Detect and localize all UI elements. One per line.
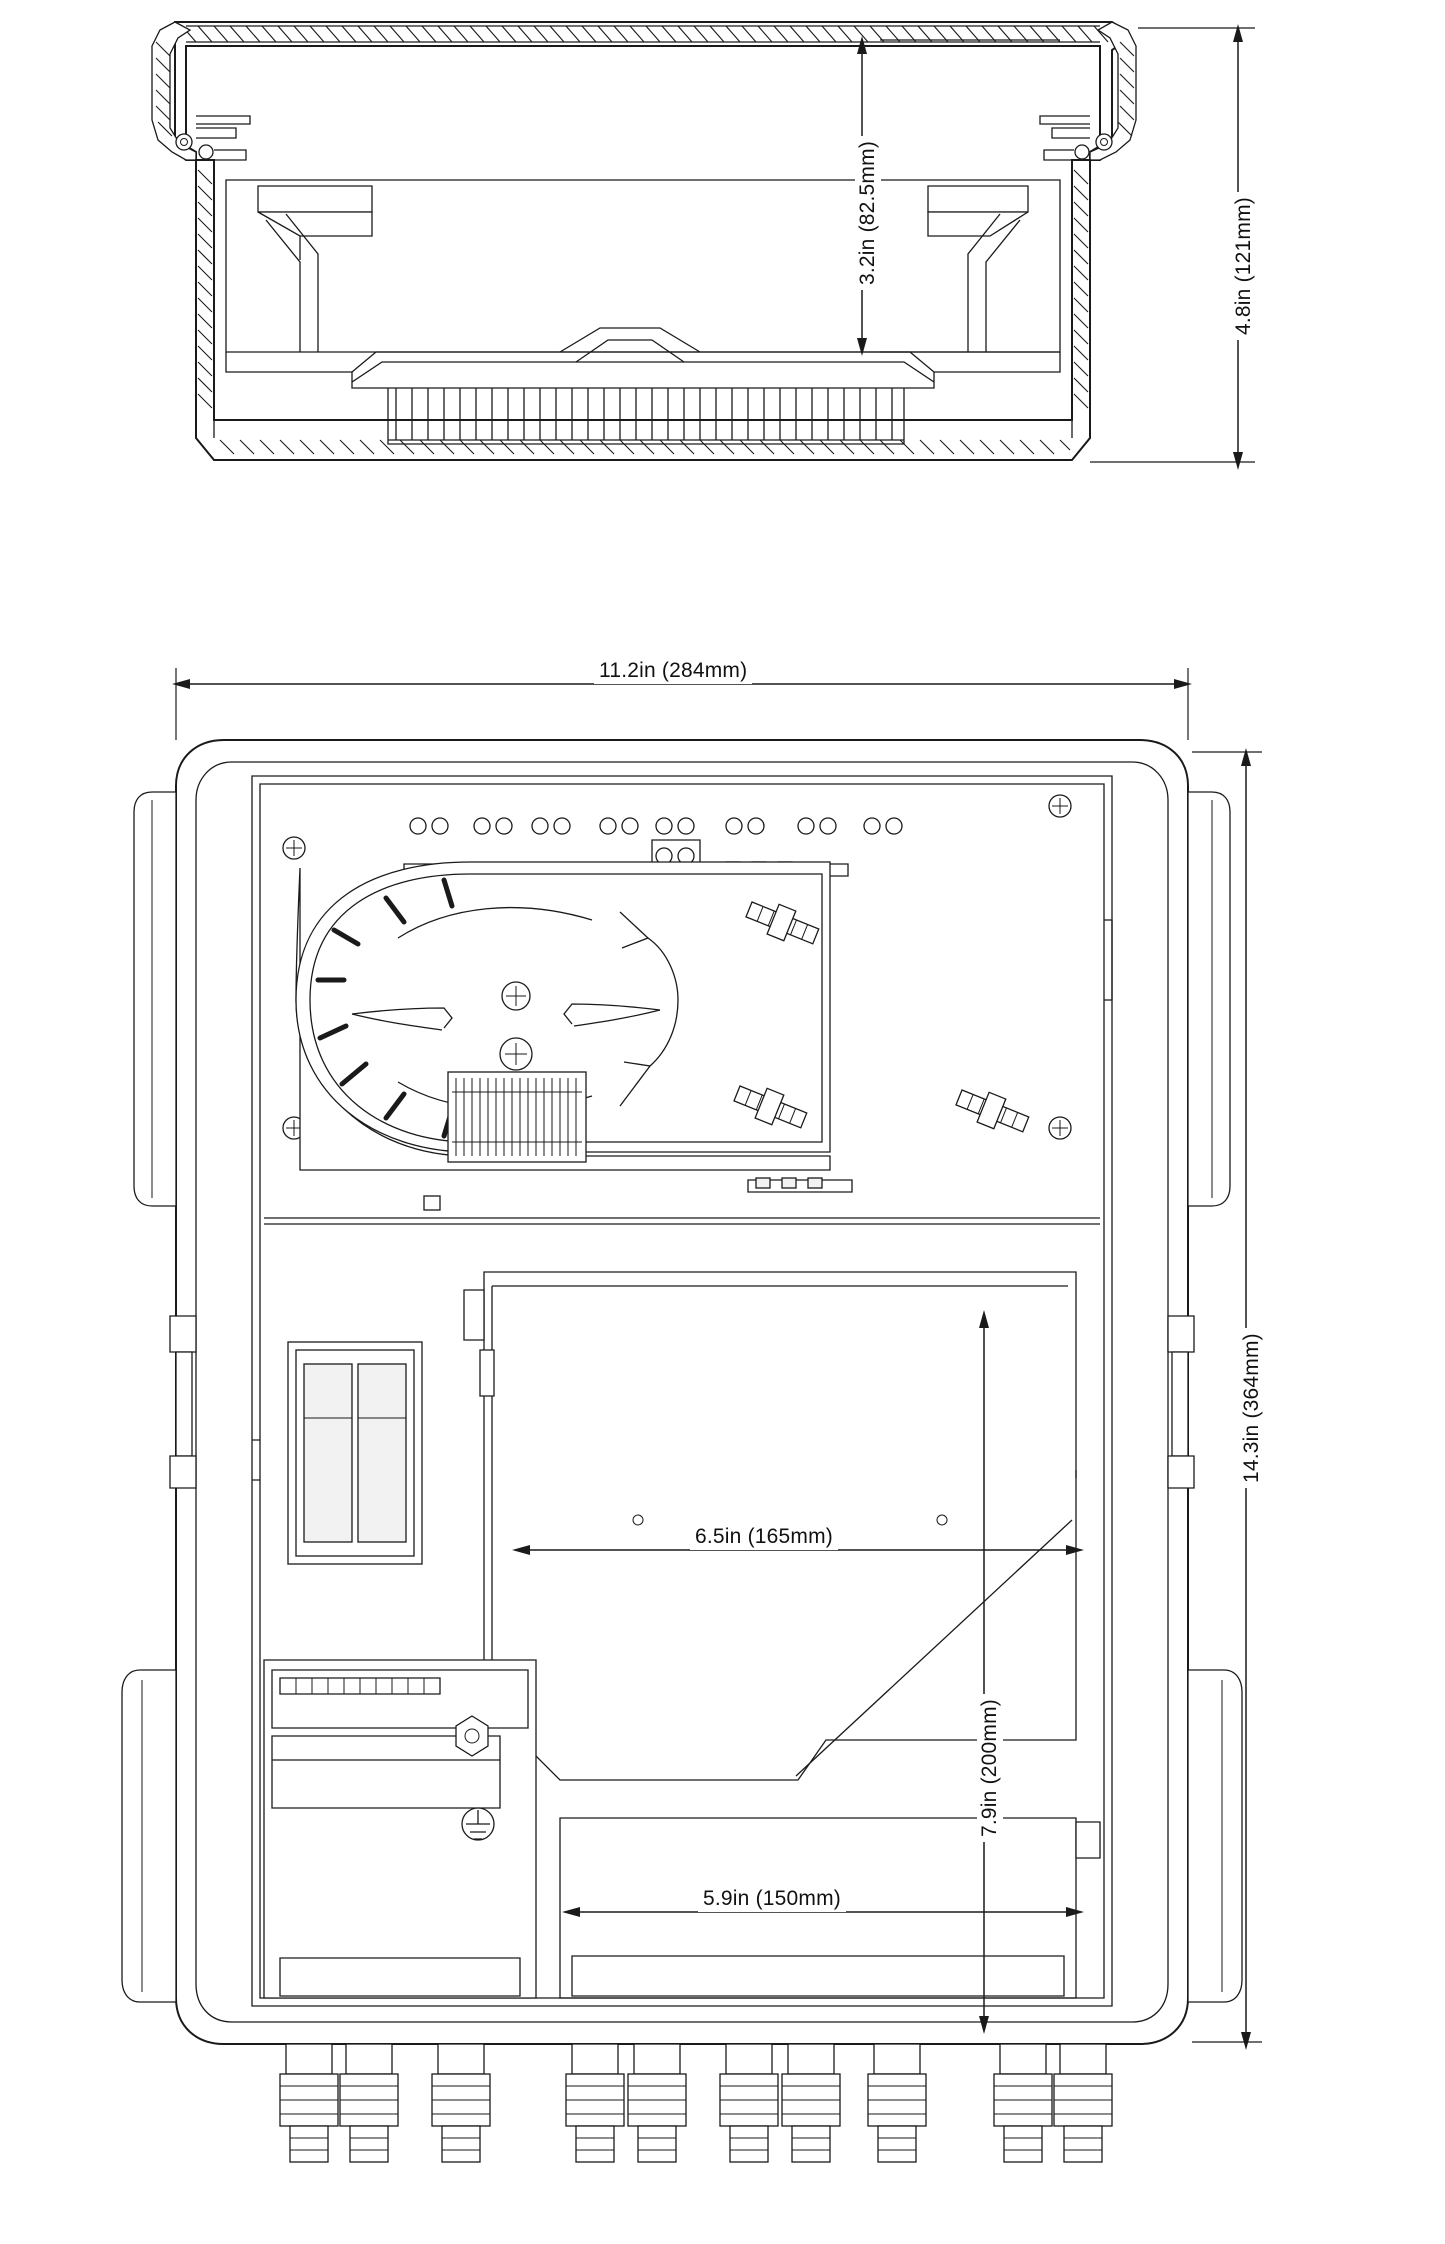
dim-label-inner-width-upper: 6.5in (165mm) — [690, 1524, 838, 1550]
dim-label-inner-width-lower: 5.9in (150mm) — [698, 1886, 846, 1912]
front-open-view — [122, 668, 1262, 2162]
dim-label-overall-width: 11.2in (284mm) — [594, 658, 752, 684]
ground-lug — [462, 1808, 494, 1840]
bottom-left-compartment — [264, 1660, 536, 1998]
side-section-view — [152, 22, 1255, 470]
cable-glands — [280, 2044, 1112, 2162]
dim-label-inner-height-lower: 7.9in (200mm) — [977, 1694, 1003, 1842]
dim-label-inner-height: 3.2in (82.5mm) — [855, 136, 881, 290]
terminal-block — [288, 1342, 422, 1564]
dim-label-overall-height: 4.8in (121mm) — [1231, 192, 1257, 340]
dim-label-overall-length: 14.3in (364mm) — [1239, 1328, 1265, 1488]
